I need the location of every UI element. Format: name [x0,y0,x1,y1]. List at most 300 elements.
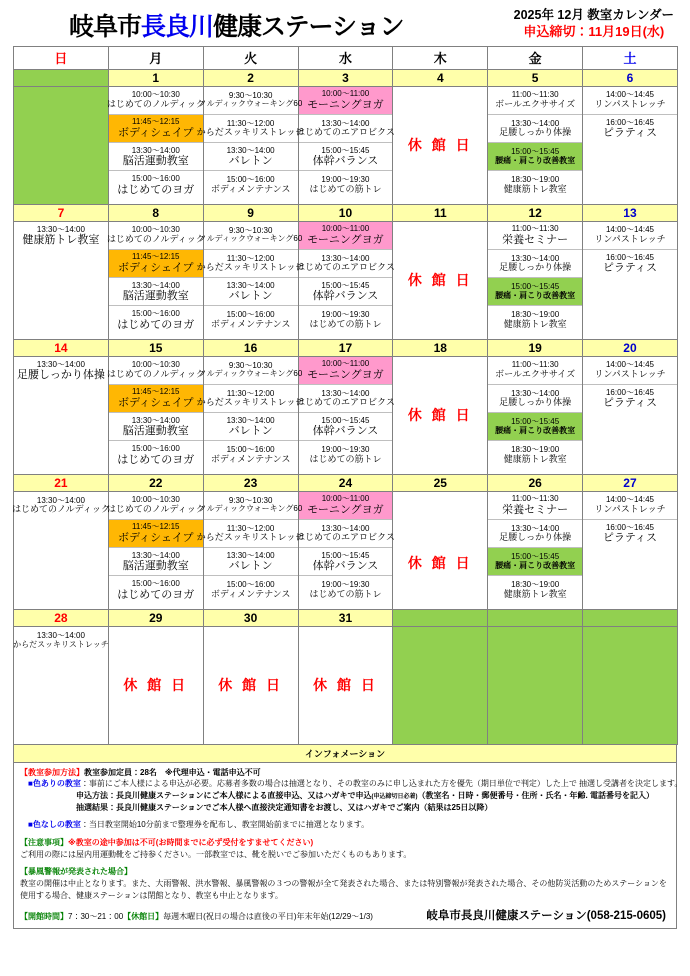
event-name: はじめてのノルディック [11,504,110,515]
event-time: 11:45～12:15 [132,387,180,397]
application-deadline: 申込締切：11月19日(水) [523,23,665,39]
event-time: 16:00～16:45 [605,252,654,262]
event-name: はじめての筋トレ [309,588,382,599]
closed-day-label: 休 館 日 [407,555,473,572]
event-time: 14:00～14:45 [605,360,654,370]
event-time: 18:30～19:00 [511,445,560,455]
class-event[interactable] [583,115,677,143]
weekday-header-5: 金 [488,46,583,69]
class-event[interactable] [299,87,393,115]
class-event[interactable] [583,222,677,250]
event-name: ボールエクササイズ [495,98,576,109]
day-cell-19[interactable] [488,356,583,474]
event-time: 13:30～14:00 [36,631,85,641]
event-name: 体幹バランス [312,289,379,302]
class-event[interactable] [299,143,393,171]
event-time: 16:00～16:45 [605,387,654,397]
week-row [14,221,678,339]
day-cell-8[interactable] [108,221,203,339]
event-time: 19:00～19:30 [321,310,370,320]
event-time: 18:30～19:00 [511,580,560,590]
class-event[interactable] [204,548,298,576]
event-time: 9:30～10:30 [228,360,273,370]
weekday-header-1: 月 [108,46,203,69]
class-event[interactable] [296,385,395,413]
class-event[interactable] [198,492,303,520]
class-event[interactable] [14,222,108,250]
day-cell-29 [108,626,203,744]
event-time: 15:00～15:45 [321,145,370,155]
date-number-blank [14,69,109,86]
event-time: 13:30～14:00 [131,550,180,560]
info-participation-text: 教室参加定員：28名 ※代理申込・電話申込不可 [84,767,261,777]
event-time: 13:30～14:00 [226,550,275,560]
day-cell-12[interactable] [488,221,583,339]
event-name: 健康筋トレ教室 [503,453,567,464]
event-name: はじめてのエアロビクス [296,126,395,137]
event-time: 13:30～14:00 [226,280,275,290]
date-number-24: 24 [298,474,393,491]
event-time: 15:00～16:00 [131,309,180,319]
event-name: はじめてのノルディック [106,233,205,244]
event-time: 10:00～10:30 [131,360,180,370]
event-name: ノルディックウォーキング60 [198,234,303,244]
class-event[interactable] [109,520,203,548]
class-event[interactable] [299,278,393,306]
event-name: 脳活運動教室 [122,559,189,572]
date-number-27: 27 [583,474,678,491]
day-cell-9[interactable] [196,221,305,339]
event-time: 15:00～15:45 [321,550,370,560]
information-heading: インフォメーション [14,745,676,763]
event-name: 腰痛・肩こり改善教室 [495,425,576,435]
info-lottery-label: 抽選結果： [76,802,116,812]
class-event[interactable] [299,576,393,604]
event-name: モーニングヨガ [307,503,384,516]
event-time: 13:30～14:00 [511,523,560,533]
info-colored-text: ：事前にご本人様による申込が必要。応募者多数の場合は抽選となり、その教室のみに申し込まれた方を優先（期日単位で判定）した上で 抽選し受講者を決定します。 [80,779,683,789]
class-event[interactable] [488,492,582,520]
event-name: 体幹バランス [312,559,379,572]
class-event[interactable] [204,143,298,171]
event-name: はじめての筋トレ [309,183,382,194]
event-name: モーニングヨガ [307,233,384,246]
event-name: リンパストレッチ [594,503,666,514]
event-name: 栄養セミナー [502,233,569,246]
class-event[interactable] [109,441,203,469]
class-event[interactable] [488,222,582,250]
date-row [14,474,678,491]
event-name: ピラティス [602,262,658,275]
event-name: バレトン [228,154,273,167]
event-time: 15:00～16:00 [226,580,275,590]
info-caution-text: ※教室の途中参加は不可(お時間までに必ず受付をすませてください) [68,837,314,847]
class-event[interactable] [583,87,677,115]
day-cell-1[interactable] [108,86,203,204]
date-number-23: 23 [203,474,298,491]
info-closed-label: 【休館日】 [123,911,164,921]
event-time: 19:00～19:30 [321,445,370,455]
day-cell-26[interactable] [488,491,583,609]
class-event[interactable] [488,548,582,576]
event-time: 13:30～14:00 [131,145,180,155]
day-cell-blank [488,626,583,744]
event-name: ノルディックウォーキング60 [198,504,303,514]
event-time: 15:00～16:00 [226,175,275,185]
event-name: 健康筋トレ教室 [503,183,567,194]
event-name: はじめてのヨガ [117,318,195,331]
class-event[interactable] [583,357,677,385]
class-event[interactable] [204,576,298,604]
day-cell-21[interactable] [11,491,110,609]
day-cell-2[interactable] [196,86,305,204]
event-time: 9:30～10:30 [228,90,273,100]
class-event[interactable] [196,520,305,548]
calendar-period: 2025年 12月 教室カレンダー [513,8,674,22]
day-cell-16[interactable] [196,356,305,474]
class-event[interactable] [196,385,305,413]
weekday-header-2: 火 [203,46,298,69]
info-apply-text: 長良川健康ステーションにご本人様による直接申込、又はハガキで申込 [116,791,372,801]
event-name: リンパストレッチ [594,233,666,244]
event-time: 13:30～14:00 [321,253,370,263]
class-event[interactable] [198,87,303,115]
class-event[interactable] [198,222,303,250]
event-name: 足腰しっかり体操 [499,261,572,272]
event-name: 栄養セミナー [502,503,569,516]
date-number-19: 19 [488,339,583,356]
event-time: 15:00～15:45 [321,280,370,290]
class-event[interactable] [488,87,582,115]
closed-day-label: 休 館 日 [123,677,189,694]
event-name: 脳活運動教室 [122,424,189,437]
day-cell-11 [393,221,488,339]
class-event[interactable] [109,306,203,334]
class-event[interactable] [299,171,393,199]
day-cell-30 [203,626,298,744]
class-event[interactable] [196,115,305,143]
event-time: 11:30～12:00 [226,523,275,533]
class-event[interactable] [106,357,205,385]
class-event[interactable] [109,385,203,413]
class-event[interactable] [488,250,582,278]
date-number-17: 17 [298,339,393,356]
class-event[interactable] [14,357,108,385]
date-number-26: 26 [488,474,583,491]
event-name: バレトン [228,289,273,302]
closed-day-label: 休 館 日 [407,407,473,424]
class-event[interactable] [109,413,203,441]
event-name: ボディシェイプ [117,396,194,409]
event-name: はじめてのエアロビクス [296,396,395,407]
class-event[interactable] [204,413,298,441]
event-time: 13:30～14:00 [321,388,370,398]
event-name: からだスッキリストレッチ [196,396,305,407]
weekday-header-0: 日 [14,46,109,69]
class-event[interactable] [106,492,205,520]
page-header [0,0,690,46]
date-number-9: 9 [203,204,298,221]
class-event[interactable] [204,306,298,334]
class-event[interactable] [299,441,393,469]
event-time: 9:30～10:30 [228,495,273,505]
closed-day-label: 休 館 日 [218,677,283,694]
day-cell-5[interactable] [488,86,583,204]
day-cell-blank [393,626,488,744]
class-event[interactable] [488,520,582,548]
event-name: はじめてのノルディック [106,98,205,109]
event-name: バレトン [228,559,273,572]
class-event[interactable] [488,357,582,385]
event-name: バレトン [228,424,273,437]
class-event[interactable] [583,385,677,413]
event-name: ノルディックウォーキング60 [198,369,303,379]
event-time: 11:45～12:15 [132,522,180,532]
info-hours-label: 【開館時間】 [20,911,68,921]
class-event[interactable] [14,627,108,655]
info-storm-body: 教室の開催は中止となります。また、大雨警報、洪水警報、暴風警報の３つの警報が全て発表された場合、または特別警報が発表された場合、その他防災活動のためステーションを使用する場合、健康ステーションは閉館となり、教室も中止となります。 [20,878,667,900]
info-participation-label: 【教室参加方法】 [20,767,84,777]
event-name: はじめてのノルディック [106,368,205,379]
class-event[interactable] [488,413,582,441]
event-name: からだスッキリストレッチ [13,639,109,649]
date-number-18: 18 [393,339,488,356]
date-number-8: 8 [108,204,203,221]
event-time: 11:00～11:30 [511,494,559,504]
event-time: 15:00～16:00 [131,444,180,454]
contact-info: 岐阜市長良川健康ステーション(058-215-0605) [426,909,666,922]
date-number-blank [393,609,488,626]
class-event[interactable] [109,250,203,278]
date-number-11: 11 [393,204,488,221]
closed-day-label: 休 館 日 [407,137,473,154]
date-number-12: 12 [488,204,583,221]
date-number-2: 2 [203,69,298,86]
event-name: ボディメンテナンス [210,318,291,329]
event-time: 10:00～11:00 [321,494,370,504]
class-event[interactable] [488,441,582,469]
class-event[interactable] [488,115,582,143]
event-time: 11:45～12:15 [132,252,180,262]
class-event[interactable] [583,250,677,278]
event-time: 11:00～11:30 [511,224,559,234]
date-row [14,339,678,356]
day-cell-22[interactable] [108,491,203,609]
class-event[interactable] [204,441,298,469]
class-event[interactable] [296,520,395,548]
day-cell-23[interactable] [196,491,305,609]
event-name: 足腰しっかり体操 [16,369,105,382]
event-time: 9:30～10:30 [228,225,273,235]
info-hours [20,911,373,922]
event-time: 10:00～11:00 [321,89,370,99]
class-event[interactable] [488,143,582,171]
event-name: からだスッキリストレッチ [196,531,305,542]
day-cell-3[interactable] [298,86,393,204]
info-line-shoes [20,849,670,861]
bullet-icon: ■ [28,820,33,830]
event-time: 15:00～15:45 [511,282,560,292]
event-time: 14:00～14:45 [605,225,654,235]
class-event[interactable] [488,306,582,334]
class-event[interactable] [109,143,203,171]
class-event[interactable] [299,413,393,441]
date-number-16: 16 [203,339,298,356]
class-event[interactable] [299,306,393,334]
date-number-blank [583,609,678,626]
info-uncolored-text: ：当日教室開始10分前まで整理券を配布し、教室開始前までに抽選となります。 [80,820,370,830]
class-event[interactable] [109,171,203,199]
class-event[interactable] [488,576,582,604]
class-event[interactable] [488,278,582,306]
class-event[interactable] [198,357,303,385]
event-name: はじめてのヨガ [117,453,195,466]
info-colored-label: 色ありの教室 [32,779,81,789]
information-body [14,763,683,928]
class-event[interactable] [583,492,677,520]
class-event[interactable] [109,278,203,306]
class-event[interactable] [109,576,203,604]
event-time: 18:30～19:00 [511,310,560,320]
class-event[interactable] [106,222,205,250]
info-caution-label: 【注意事項】 [20,837,68,847]
event-name: 健康筋トレ教室 [22,234,100,247]
day-cell-13[interactable] [583,221,678,339]
event-time: 10:00～10:30 [131,90,180,100]
event-time: 10:00～11:00 [321,359,370,369]
weekday-header-row [14,46,678,69]
class-event[interactable] [204,278,298,306]
class-event[interactable] [488,385,582,413]
day-cell-7[interactable] [14,221,109,339]
date-number-10: 10 [298,204,393,221]
class-event[interactable] [299,222,393,250]
event-time: 15:00～16:00 [131,579,180,589]
event-time: 13:30～14:00 [511,388,560,398]
event-time: 13:30～14:00 [321,523,370,533]
date-number-21: 21 [14,474,109,491]
event-name: 足腰しっかり体操 [499,531,572,542]
event-name: 腰痛・肩こり改善教室 [495,560,576,570]
event-time: 13:30～14:00 [36,359,85,369]
event-name: ピラティス [602,127,658,140]
event-time: 13:30～14:00 [226,415,275,425]
event-name: 脳活運動教室 [122,289,189,302]
day-cell-10[interactable] [298,221,393,339]
date-number-20: 20 [583,339,678,356]
day-cell-15[interactable] [108,356,203,474]
info-line-apply-method [20,790,670,802]
class-event[interactable] [106,87,205,115]
event-time: 13:30～14:00 [131,280,180,290]
day-cell-14[interactable] [14,356,109,474]
event-name: リンパストレッチ [594,98,666,109]
date-number-3: 3 [298,69,393,86]
bullet-icon: ■ [28,779,33,789]
info-line-lottery-result [20,802,670,814]
info-line-participation [20,767,670,779]
event-time: 13:30～14:00 [36,224,85,234]
day-cell-27[interactable] [583,491,678,609]
event-time: 11:45～12:15 [132,117,180,127]
class-event[interactable] [299,548,393,576]
date-number-13: 13 [583,204,678,221]
event-time: 15:00～16:00 [226,310,275,320]
date-number-4: 4 [393,69,488,86]
event-name: 健康筋トレ教室 [503,588,567,599]
event-time: 15:00～16:00 [131,174,180,184]
weekday-header-3: 水 [298,46,393,69]
event-time: 15:00～15:45 [511,147,560,157]
date-number-5: 5 [488,69,583,86]
week-row [14,491,678,609]
date-number-7: 7 [14,204,109,221]
event-time: 13:30～14:00 [36,495,85,505]
date-row [14,204,678,221]
weekday-header-6: 土 [583,46,678,69]
event-name: ボディメンテナンス [210,183,291,194]
event-time: 16:00～16:45 [605,117,654,127]
info-line-storm-text [20,878,670,902]
day-cell-6[interactable] [583,86,678,204]
event-time: 11:30～12:00 [226,118,275,128]
event-name: 体幹バランス [312,154,379,167]
event-time: 11:30～12:00 [226,388,275,398]
day-cell-17[interactable] [298,356,393,474]
day-cell-25 [393,491,488,609]
class-event[interactable] [296,115,395,143]
day-cell-24[interactable] [298,491,393,609]
day-cell-31 [298,626,393,744]
class-event[interactable] [204,171,298,199]
class-calendar [13,46,678,745]
info-apply-note: (申込締切日必着) [371,794,418,801]
day-cell-20[interactable] [583,356,678,474]
date-number-31: 31 [298,609,393,626]
date-number-22: 22 [108,474,203,491]
class-event[interactable] [488,171,582,199]
event-name: 腰痛・肩こり改善教室 [495,155,576,165]
event-name: ボディシェイプ [117,531,194,544]
weekday-header-4: 木 [393,46,488,69]
class-event[interactable] [583,520,677,548]
event-name: ボディメンテナンス [210,453,291,464]
event-name: 足腰しっかり体操 [499,396,572,407]
calendar-subtitle [514,8,678,42]
date-number-blank [488,609,583,626]
event-name: ボディシェイプ [117,126,194,139]
class-event[interactable] [299,492,393,520]
event-name: モーニングヨガ [307,368,384,381]
class-event[interactable] [11,492,110,520]
event-time: 11:00～11:30 [511,360,559,370]
class-event[interactable] [196,250,305,278]
event-time: 15:00～15:45 [321,415,370,425]
event-name: はじめてのノルディック [106,503,205,514]
day-cell-28[interactable] [14,626,109,744]
class-event[interactable] [109,115,203,143]
event-time: 15:00～15:45 [511,417,560,427]
event-name: ピラティス [602,397,658,410]
class-event[interactable] [299,357,393,385]
class-event[interactable] [109,548,203,576]
event-name: はじめてのヨガ [117,588,195,601]
event-name: 体幹バランス [312,424,379,437]
event-name: リンパストレッチ [594,368,666,379]
date-number-6: 6 [583,69,678,86]
class-event[interactable] [296,250,395,278]
event-time: 13:30～14:00 [131,415,180,425]
